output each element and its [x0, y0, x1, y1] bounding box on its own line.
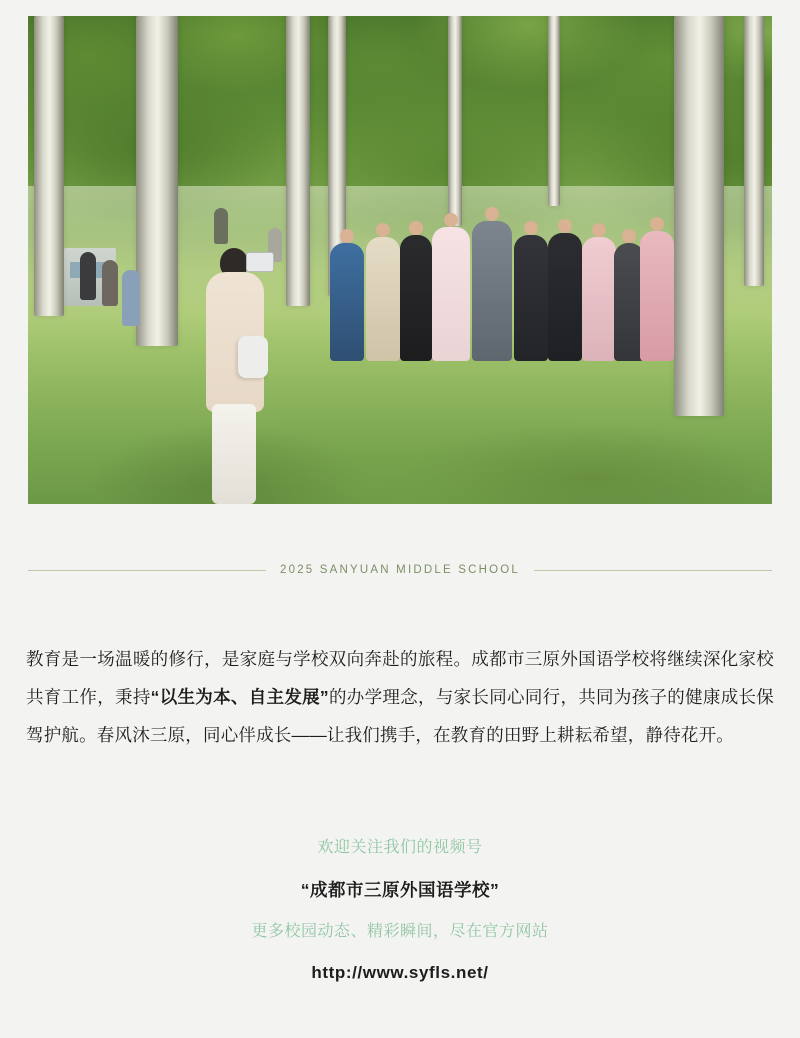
person	[432, 227, 470, 361]
footer-account-name: “成都市三原外国语学校”	[300, 880, 500, 900]
bystander	[80, 252, 96, 300]
person	[366, 237, 400, 361]
footer-website-prompt: 更多校园动态、精彩瞬间，尽在官方网站	[251, 923, 549, 940]
body-paragraph	[26, 640, 774, 754]
body-text-part1: 教育是一场温暖的修行，是家庭与学校双向奔赴的旅程。成都市三原外国语学校将继续深化家校共育工作，秉持	[26, 648, 774, 707]
group-photo	[28, 16, 772, 504]
person	[548, 233, 582, 361]
bystander	[122, 270, 140, 326]
person	[514, 235, 548, 361]
person	[330, 243, 364, 361]
phone-icon	[246, 252, 274, 272]
person	[640, 231, 674, 361]
footer-block	[0, 828, 800, 994]
person	[472, 221, 512, 361]
tree-trunk	[34, 16, 64, 316]
photographer-legs	[212, 404, 256, 504]
footer-website-url[interactable]: http://www.syfls.net/	[311, 963, 489, 982]
photographer	[200, 244, 270, 504]
bystander	[214, 208, 228, 244]
divider-caption: 2025 SANYUAN MIDDLE SCHOOL	[280, 564, 520, 576]
people-group	[318, 176, 678, 361]
person	[400, 235, 432, 361]
tree-trunk	[744, 16, 764, 286]
tree-trunk	[674, 16, 724, 416]
body-text-highlight: “以生为本、自主发展”	[150, 686, 329, 707]
tree-trunk	[286, 16, 310, 306]
footer-follow-prompt: 欢迎关注我们的视频号	[317, 839, 483, 856]
divider-line-left	[28, 570, 266, 571]
bystander	[102, 260, 118, 306]
body-text-part2: 的办学理念，与家长同心同行，共同为孩子的健康成长保驾护航。春风沐三原，同心伴成长——让我们携手，在教育的田野上耕耘希望，静待花开。	[26, 686, 775, 745]
divider-line-right	[534, 570, 772, 571]
tree-trunk	[136, 16, 178, 346]
person	[582, 237, 616, 361]
section-divider	[28, 560, 772, 580]
shoulder-bag	[238, 336, 268, 378]
